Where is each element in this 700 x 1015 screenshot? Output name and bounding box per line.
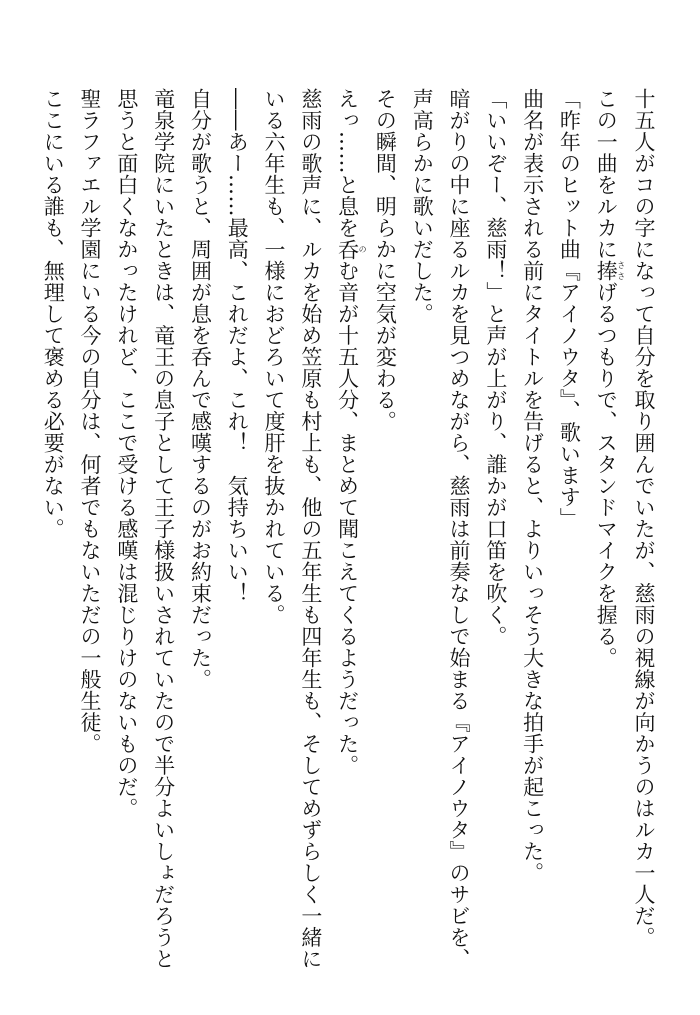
text-line-13: 自分が歌うと、周囲が息を呑んで感嘆するのがお約束だった。 xyxy=(188,88,213,690)
text-line-12: ――あー……最高、これだよ、これ！ 気持ちいい！ xyxy=(225,88,250,604)
text-line-9: えっ……と息を呑のむ音が十五人分、まとめて聞こえてくるようだった。 xyxy=(335,88,368,776)
text-line-7: 声高らかに歌いだした。 xyxy=(410,88,435,325)
text-line-14: 竜泉学院にいたときは、竜王の息子として王子様扱いされていたので半分よいしょだろうと xyxy=(151,88,176,970)
text-line-4: 曲名が表示される前にタイトルを告げると、よりいっそう大きな拍手が起こった。 xyxy=(520,88,545,884)
text-line-10: 慈雨の歌声に、ルカを始め笠原も村上も、他の五年生も四年生も、そしてめずらしく一緒に xyxy=(298,88,323,970)
text-line-5: 「いいぞー、慈雨！」と声が上がり、誰かが口笛を吹く。 xyxy=(483,88,508,647)
furigana: 呑の xyxy=(335,238,368,260)
text-line-16: 聖ラファエル学園にいる今の自分は、何者でもないただの一般生徒。 xyxy=(78,88,103,755)
text-line-8: その瞬間、明らかに空気が変わる。 xyxy=(373,88,398,432)
text-line-3: 「昨年のヒット曲『アイノウタ』、歌います」 xyxy=(557,88,582,529)
furigana: 捧ささ xyxy=(594,260,626,282)
vertical-text-body xyxy=(22,88,662,988)
text-line-6: 暗がりの中に座るルカを見つめながら、慈雨は前奏なしで始まる『アイノウタ』のサビを、 xyxy=(447,88,472,970)
text-line-1: 十五人がコの字になって自分を取り囲んでいたが、慈雨の視線が向かうのはルカ一人だ。 xyxy=(632,88,656,948)
text-line-15: 思うと面白くなかったけれど、ここで受ける感嘆は混じりけのないものだ。 xyxy=(114,88,139,819)
text-line-11: いる六年生も、一様におどろいて度肝を抜かれている。 xyxy=(262,88,287,626)
text-line-17: ここにいる誰も、無理して褒める必要がない。 xyxy=(41,88,66,540)
text-line-2: この一曲をルカに捧ささげるつもりで、スタンドマイクを握る。 xyxy=(594,88,626,669)
